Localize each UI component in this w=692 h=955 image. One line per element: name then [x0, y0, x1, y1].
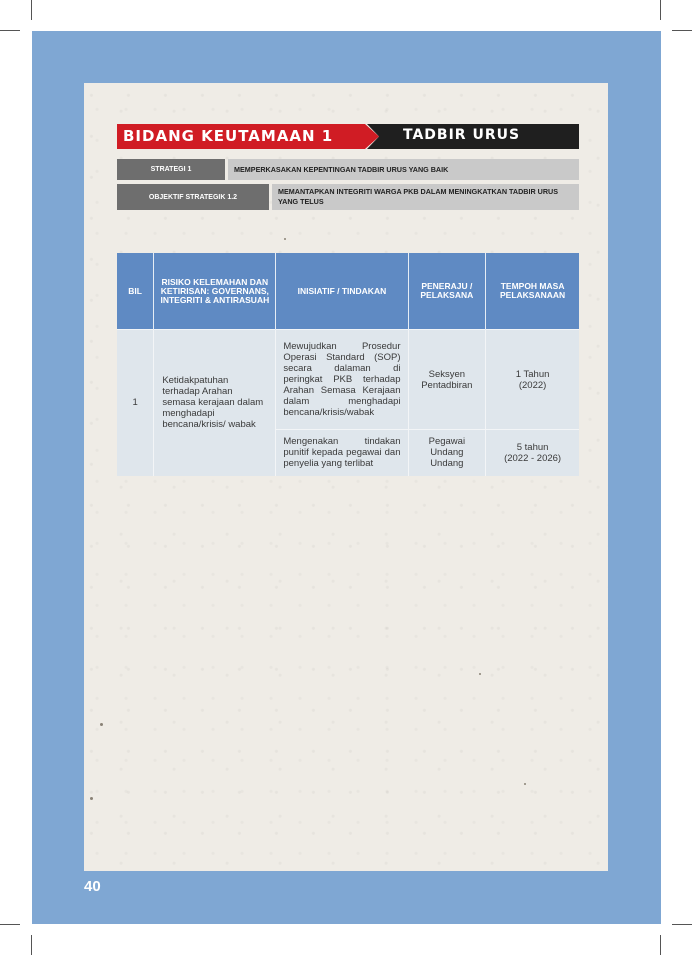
paper-speck [100, 723, 103, 726]
banner-subtitle: TADBIR URUS [403, 127, 521, 143]
crop-mark [31, 935, 32, 955]
cell-executor: Seksyen Pentadbiran [408, 330, 486, 430]
crop-mark [672, 30, 692, 31]
crop-mark [31, 0, 32, 20]
crop-mark [672, 924, 692, 925]
strategy-label: STRATEGI 1 [117, 159, 225, 180]
strategy-row [117, 159, 579, 180]
period-years: (2022) [518, 379, 547, 391]
period-years: (2022 - 2026) [504, 452, 562, 464]
banner-title: BIDANG KEUTAMAAN 1 [123, 127, 334, 145]
cell-period [486, 430, 579, 476]
cell-risk: Ketidakpatuhan terhadap Arahan semasa kerajaan dalam menghadapi bencana/krisis/ wabak [154, 330, 276, 476]
crop-mark [660, 0, 661, 20]
cell-initiative: Mengenakan tindakan punitif kepada pegawai dan penyelia yang terlibat [276, 430, 408, 476]
table-row [117, 330, 579, 430]
header-bil: BIL [117, 253, 154, 330]
strategy-text: MEMPERKASAKAN KEPENTINGAN TADBIR URUS YANG BAIK [228, 159, 579, 180]
header-risk: RISIKO KELEMAHAN DAN KETIRISAN: GOVERNANS, INTEGRITI & ANTIRASUAH [154, 253, 276, 330]
crop-mark [660, 935, 661, 955]
period-duration: 5 tahun [516, 441, 549, 453]
cell-executor: Pegawai Undang Undang [408, 430, 486, 476]
header-executor: PENERAJU / PELAKSANA [408, 253, 486, 330]
risk-table [117, 253, 579, 476]
objective-row [117, 184, 579, 210]
header-initiative: INISIATIF / TINDAKAN [276, 253, 408, 330]
crop-mark [0, 924, 20, 925]
objective-text: MEMANTAPKAN INTEGRITI WARGA PKB DALAM MENINGKATKAN TADBIR URUS YANG TELUS [272, 184, 579, 210]
cell-initiative: Mewujudkan Prosedur Operasi Standard (SOP) secara dalaman di peringkat PKB terhadap Arahan Semasa Kerajaan dalam menghadapi bencana/krisis/wabak [276, 330, 408, 430]
paper-speck [479, 673, 481, 675]
cell-bil: 1 [117, 330, 154, 476]
paper-speck [284, 238, 286, 240]
paper-speck [524, 783, 526, 785]
paper-speck [90, 797, 93, 800]
crop-mark [0, 30, 20, 31]
page-number: 40 [84, 878, 101, 895]
table-header-row [117, 253, 579, 330]
period-duration: 1 Tahun [515, 368, 550, 380]
header-period: TEMPOH MASA PELAKSANAAN [486, 253, 579, 330]
cell-period [486, 330, 579, 430]
objective-label: OBJEKTIF STRATEGIK 1.2 [117, 184, 269, 210]
section-banner [117, 124, 579, 149]
